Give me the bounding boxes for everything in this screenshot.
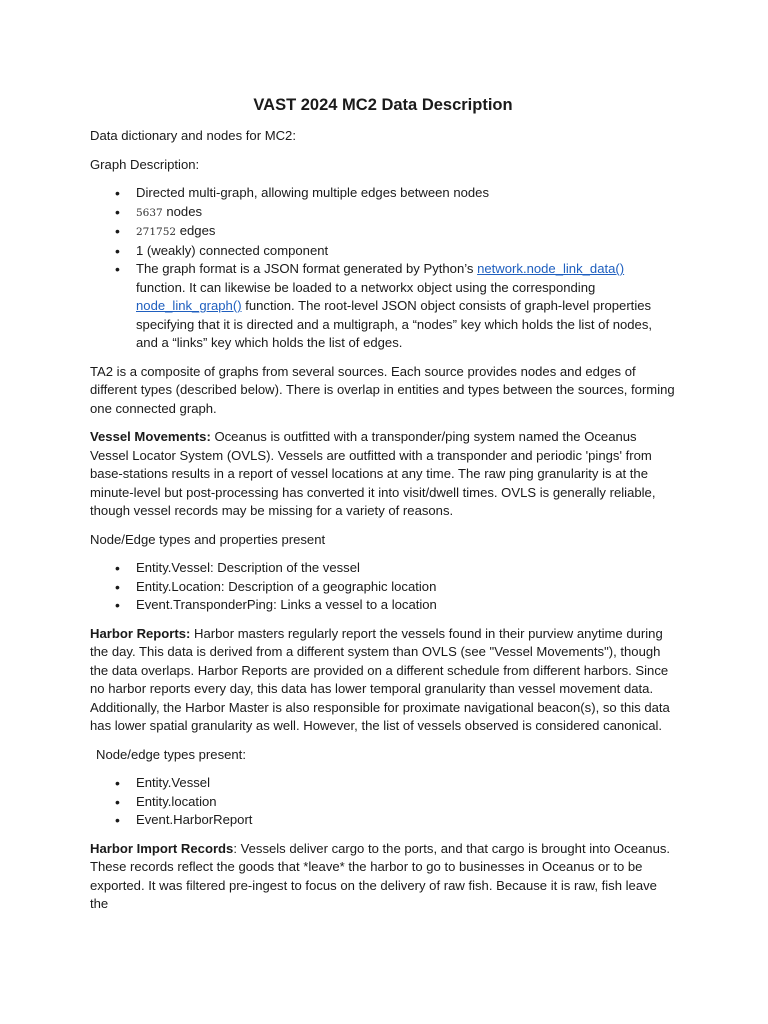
ta2-paragraph: TA2 is a composite of graphs from several sources. Each source provides nodes and edges of different types (described below). There is overlap in entities and types between the sources, forming one connected graph. bbox=[90, 363, 675, 416]
harbor-import-paragraph: Harbor Import Records: Vessels deliver cargo to the ports, and that cargo is brought into Oceanus. These records reflect the goods that *leave* the harbor to go to businesses in Oceanus or to be exported. It was filtered pre-ingest to focus on the delivery of raw fish. Because it is raw, fish leave the bbox=[90, 840, 671, 911]
node-link-graph-link[interactable]: node_link_graph() bbox=[136, 298, 242, 313]
document-page bbox=[90, 94, 676, 924]
page-title: VAST 2024 MC2 Data Description bbox=[253, 96, 513, 114]
graph-description-list bbox=[90, 184, 676, 353]
node-count: 5637 bbox=[136, 206, 163, 219]
edge-count: 271752 bbox=[136, 226, 177, 238]
vessel-types-list bbox=[90, 559, 676, 615]
harbor-reports-paragraph: Harbor Reports: Harbor masters regularly report the vessels found in their purview anytime during the day. This data is derived from a different system than OVLS (see "Vessel Movements"), though the data overlaps. Harbor Reports are provided on a different schedule from different harbors. Since no harbor reports every day, this data has lower temporal granularity than vessel movement data. Additionally, the Harbor Master is also responsible for proximate navigational beacon(s), so this data has lower spatial granularity as well. However, the list of vessels observed is considered canonical. bbox=[90, 625, 670, 733]
list-item: • The graph format is a JSON format generated by Python’s network.node_link_data() function. It can likewise be loaded to a networkx object using the corresponding node_link_graph() function. The root-level JSON object consists of graph-level properties specifying that it is directed and a multigraph, a “nodes” key which holds the list of nodes, and a “links” key which holds the list of edges. bbox=[136, 260, 676, 353]
harbor-types-list bbox=[90, 774, 676, 830]
node-link-data-link[interactable]: network.node_link_data() bbox=[477, 261, 625, 276]
list-item: • Event.HarborReport bbox=[136, 811, 676, 830]
harbor-import-label: Harbor Import Records bbox=[90, 840, 234, 856]
list-item: • Entity.Location: Description of a geographic location bbox=[136, 578, 676, 597]
list-item: • Directed multi-graph, allowing multiple edges between nodes bbox=[136, 184, 676, 203]
list-item: • Event.TransponderPing: Links a vessel to a location bbox=[136, 596, 676, 615]
list-item: • Entity.Vessel bbox=[136, 774, 676, 793]
vessel-types-heading: Node/Edge types and properties present bbox=[90, 531, 326, 547]
list-item: • 5637 nodes bbox=[136, 203, 676, 223]
list-item: • 1 (weakly) connected component bbox=[136, 242, 676, 261]
harbor-types-heading: Node/edge types present: bbox=[96, 746, 246, 762]
list-item: • Entity.location bbox=[136, 793, 676, 812]
intro-text: Data dictionary and nodes for MC2: bbox=[90, 128, 296, 143]
vessel-movements-paragraph: Vessel Movements: Oceanus is outfitted with a transponder/ping system named the Oceanus Vessel Locator System (OVLS). Vessels are outfitted with a transponder and periodic 'pings' from base-stations results in a report of vessel locations at any time. The raw ping granularity is at the minute-level but post-processing has converted it into visit/dwell times. OVLS is generally reliable, though vessel records may be missing for a variety of reasons. bbox=[90, 429, 656, 518]
list-item: • 271752 edges bbox=[136, 222, 676, 242]
graph-description-heading: Graph Description: bbox=[90, 156, 200, 172]
list-item: • Entity.Vessel: Description of the vessel bbox=[136, 559, 676, 578]
harbor-reports-label: Harbor Reports: bbox=[90, 625, 191, 641]
vessel-movements-label: Vessel Movements: bbox=[90, 429, 211, 444]
